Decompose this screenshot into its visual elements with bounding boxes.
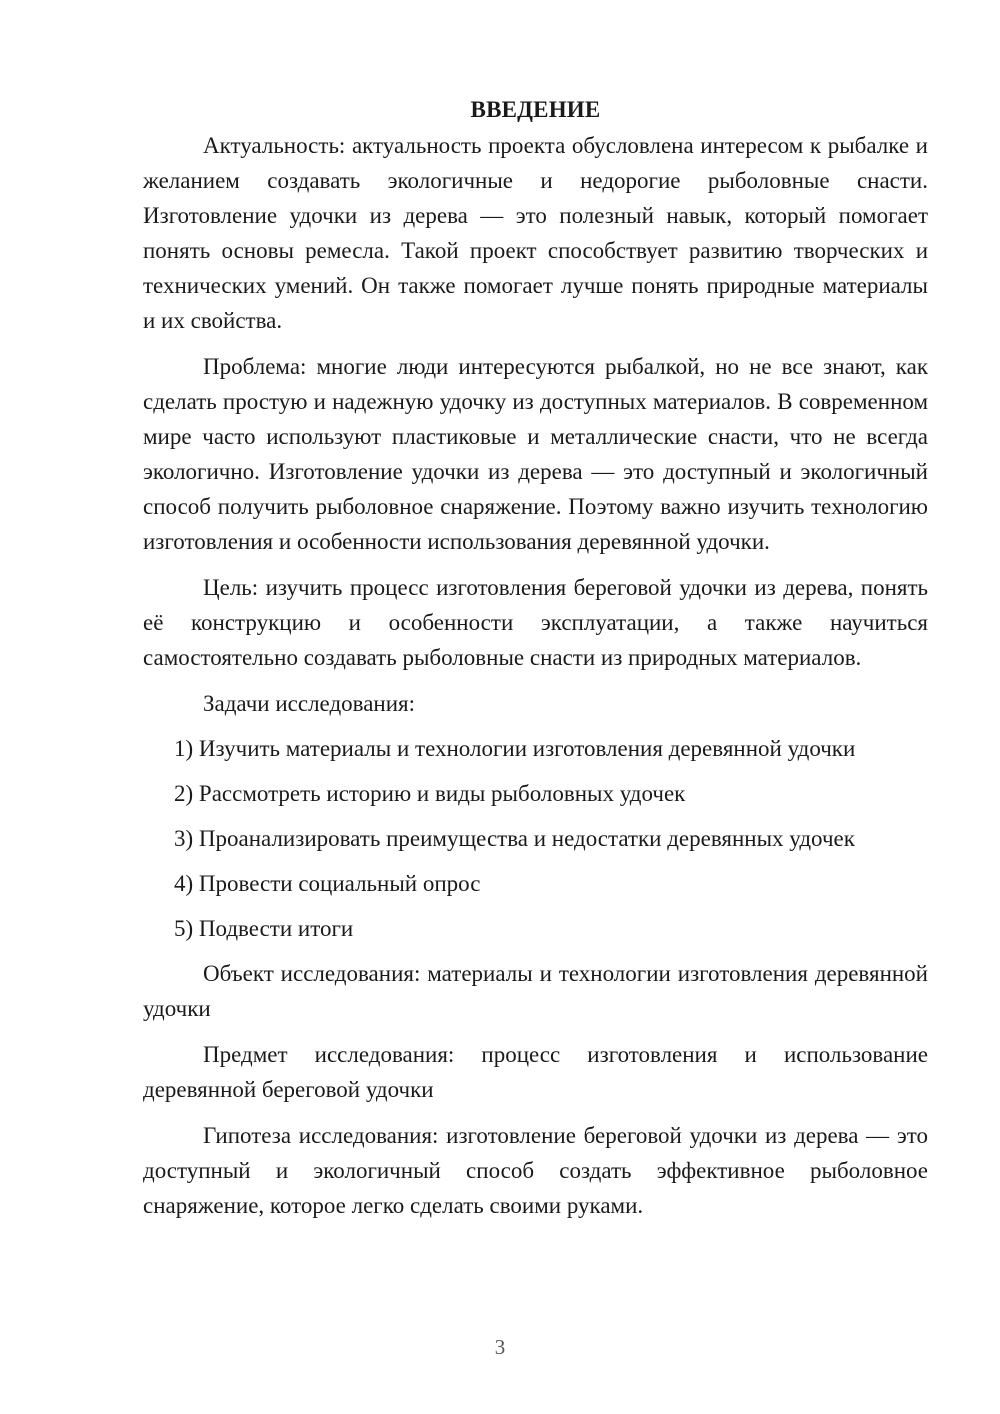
- task-item-4: 4) Провести социальный опрос: [174, 871, 481, 896]
- page-content: [143, 92, 928, 1234]
- paragraph-object: Объект исследования: материалы и технологии изготовления деревянной удочки: [143, 961, 928, 1021]
- paragraph-problem: Проблема: многие люди интересуются рыбалкой, но не все знают, как сделать простую и надежную удочку из доступных материалов. В современном мире часто используют пластиковые и металлические снасти, что не всегда экологично. Изготовление удочки из дерева — это доступный и экологичный способ получить рыболовное снаряжение. Поэтому важно изучить технологию изготовления и особенности использования деревянной удочки.: [143, 354, 928, 554]
- paragraph-goal: Цель: изучить процесс изготовления береговой удочки из дерева, понять её конструкцию и особенности эксплуатации, а также научиться самостоятельно создавать рыболовные снасти из природных материалов.: [143, 575, 928, 670]
- tasks-heading: Задачи исследования:: [203, 691, 416, 716]
- tasks-list: [143, 731, 928, 946]
- task-item-3: 3) Проанализировать преимущества и недостатки деревянных удочек: [174, 826, 855, 851]
- task-item-1: 1) Изучить материалы и технологии изготовления деревянной удочки: [174, 736, 856, 761]
- task-item-5: 5) Подвести итоги: [174, 916, 354, 941]
- paragraph-relevance: Актуальность: актуальность проекта обусловлена интересом к рыбалке и желанием создавать экологичные и недорогие рыболовные снасти. Изготовление удочки из дерева — это полезный навык, который помогает понять основы ремесла. Такой проект способствует развитию творческих и технических умений. Он также помогает лучше понять природные материалы и их свойства.: [143, 133, 928, 333]
- section-title: ВВЕДЕНИЕ: [470, 97, 601, 122]
- paragraph-hypothesis: Гипотеза исследования: изготовление береговой удочки из дерева — это доступный и экологичный способ создать эффективное рыболовное снаряжение, которое легко сделать своими руками.: [143, 1123, 928, 1218]
- task-item-2: 2) Рассмотреть историю и виды рыболовных удочек: [174, 781, 686, 806]
- page-number: 3: [494, 1335, 506, 1359]
- paragraph-subject: Предмет исследования: процесс изготовления и использование деревянной береговой удочки: [143, 1042, 928, 1102]
